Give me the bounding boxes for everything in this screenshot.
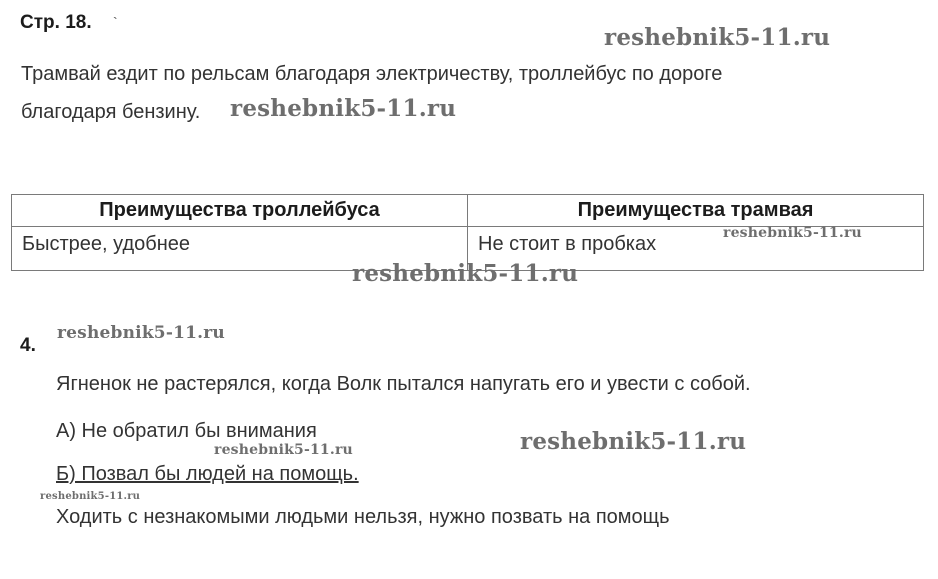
page-reference: Стр. 18.	[20, 12, 92, 33]
option-a: А) Не обратил бы внимания	[56, 420, 317, 442]
task-conclusion: Ходить с незнакомыми людьми нельзя, нужно позвать на помощь	[56, 506, 670, 528]
option-b-selected: Б) Позвал бы людей на помощь.	[56, 463, 359, 485]
header-tram: Преимущества трамвая	[468, 195, 924, 227]
task-statement: Ягненок не растерялся, когда Волк пытался напугать его и увести с собой.	[56, 373, 751, 395]
cell-trolleybus-advantages: Быстрее, удобнее	[12, 227, 468, 271]
paragraph-line-2: благодаря бензину.	[21, 101, 201, 123]
table-header-row	[12, 195, 924, 227]
stray-mark: `	[113, 14, 118, 30]
watermark: reshebnik5-11.ru	[40, 491, 141, 502]
watermark: reshebnik5-11.ru	[352, 260, 579, 287]
header-trolleybus: Преимущества троллейбуса	[12, 195, 468, 227]
cell-tram-advantages: Не стоит в пробках	[468, 227, 924, 271]
watermark: reshebnik5-11.ru	[230, 95, 457, 122]
watermark: reshebnik5-11.ru	[214, 442, 353, 458]
watermark: reshebnik5-11.ru	[520, 428, 747, 455]
paragraph-line-1: Трамвай ездит по рельсам благодаря электричеству, троллейбус по дороге	[21, 63, 723, 85]
task-number: 4.	[20, 335, 36, 356]
watermark: reshebnik5-11.ru	[57, 323, 225, 343]
watermark: reshebnik5-11.ru	[604, 24, 831, 51]
watermark: reshebnik5-11.ru	[723, 225, 862, 241]
